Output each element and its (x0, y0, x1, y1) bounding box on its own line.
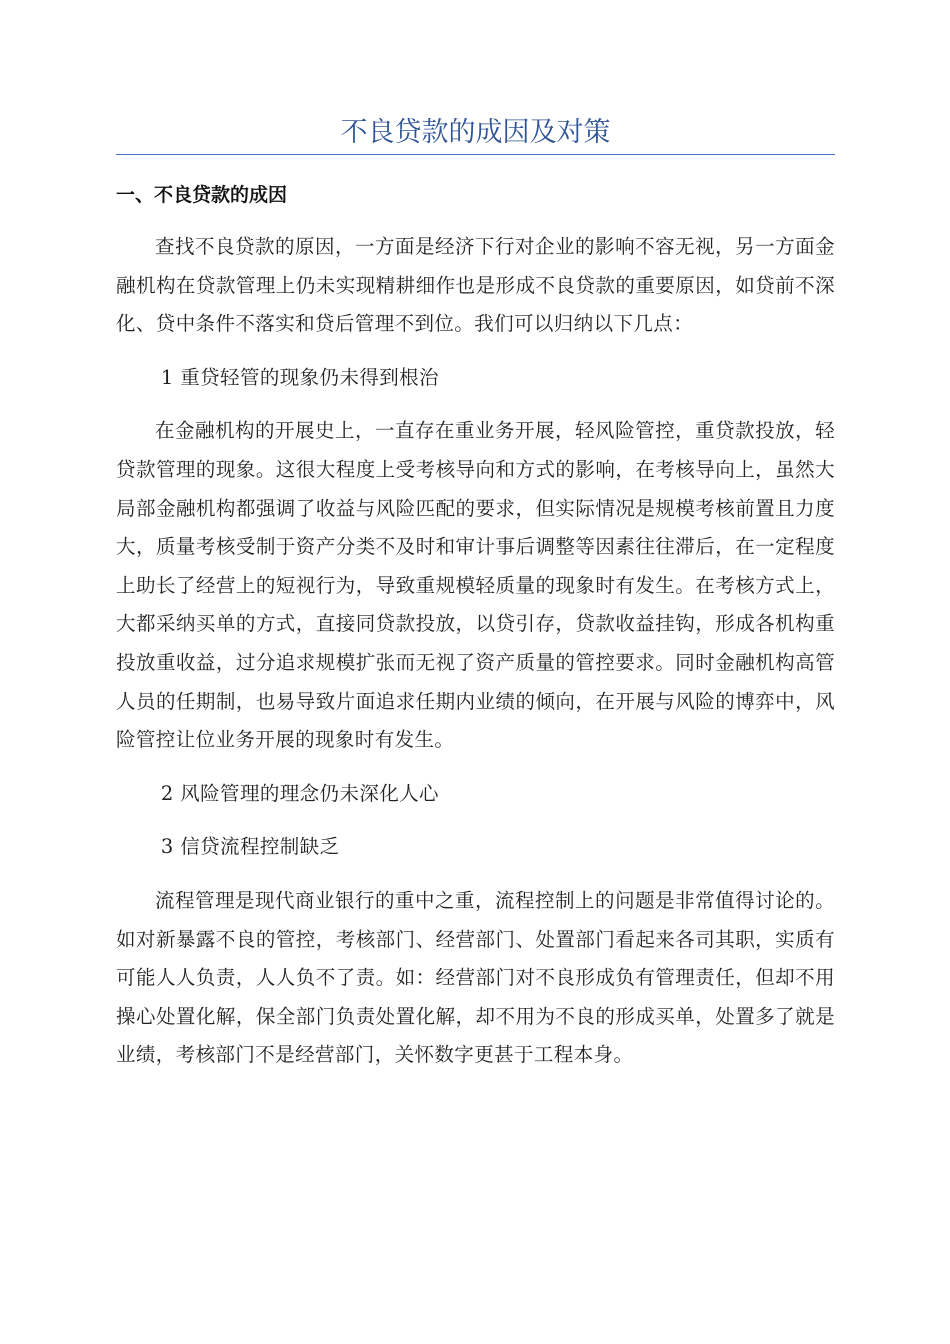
point-3-paragraph: 流程管理是现代商业银行的重中之重，流程控制上的问题是非常值得讨论的。如对新暴露不良的管控，考核部门、经营部门、处置部门看起来各司其职，实质有可能人人负责，人人负不了责。如：经营部门对不良形成负有管理责任，但却不用操心处置化解，保全部门负责处置化解，却不用为不良的形成买单，处置多了就是业绩，考核部门不是经营部门，关怀数字更甚于工程本身。 (116, 888, 835, 1067)
point-3-heading: 3 信贷流程控制缺乏 (160, 835, 340, 859)
document-title: 不良贷款的成因及对策 (340, 117, 611, 148)
point-1-heading: 1 重贷轻管的现象仍未得到根治 (160, 365, 439, 389)
document-body (116, 176, 835, 1090)
title-underline-rule (116, 154, 835, 155)
point-1-paragraph: 在金融机构的开展史上，一直存在重业务开展，轻风险管控，重贷款投放，轻贷款管理的现象。这很大程度上受考核导向和方式的影响，在考核导向上，虽然大局部金融机构都强调了收益与风险匹配的要求，但实际情况是规模考核前置且力度大，质量考核受制于资产分类不及时和审计事后调整等因素往往滞后，在一定程度上助长了经营上的短视行为，导致重规模轻质量的现象时有发生。在考核方式上，大都采纳买单的方式，直接同贷款投放，以贷引存，贷款收益挂钩，形成各机构重投放重收益，过分追求规模扩张而无视了资产质量的管控要求。同时金融机构高管人员的任期制，也易导致片面追求任期内业绩的倾向，在开展与风险的博弈中，风险管控让位业务开展的现象时有发生。 (116, 419, 835, 752)
point-2-heading: 2 风险管理的理念仍未深化人心 (160, 781, 439, 805)
intro-paragraph: 查找不良贷款的原因，一方面是经济下行对企业的影响不容无视，另一方面金融机构在贷款管理上仍未实现精耕细作也是形成不良贷款的重要原因，如贷前不深化、贷中条件不落实和贷后管理不到位。我们可以归纳以下几点： (116, 235, 835, 336)
section-heading-causes: 一、不良贷款的成因 (116, 184, 288, 206)
